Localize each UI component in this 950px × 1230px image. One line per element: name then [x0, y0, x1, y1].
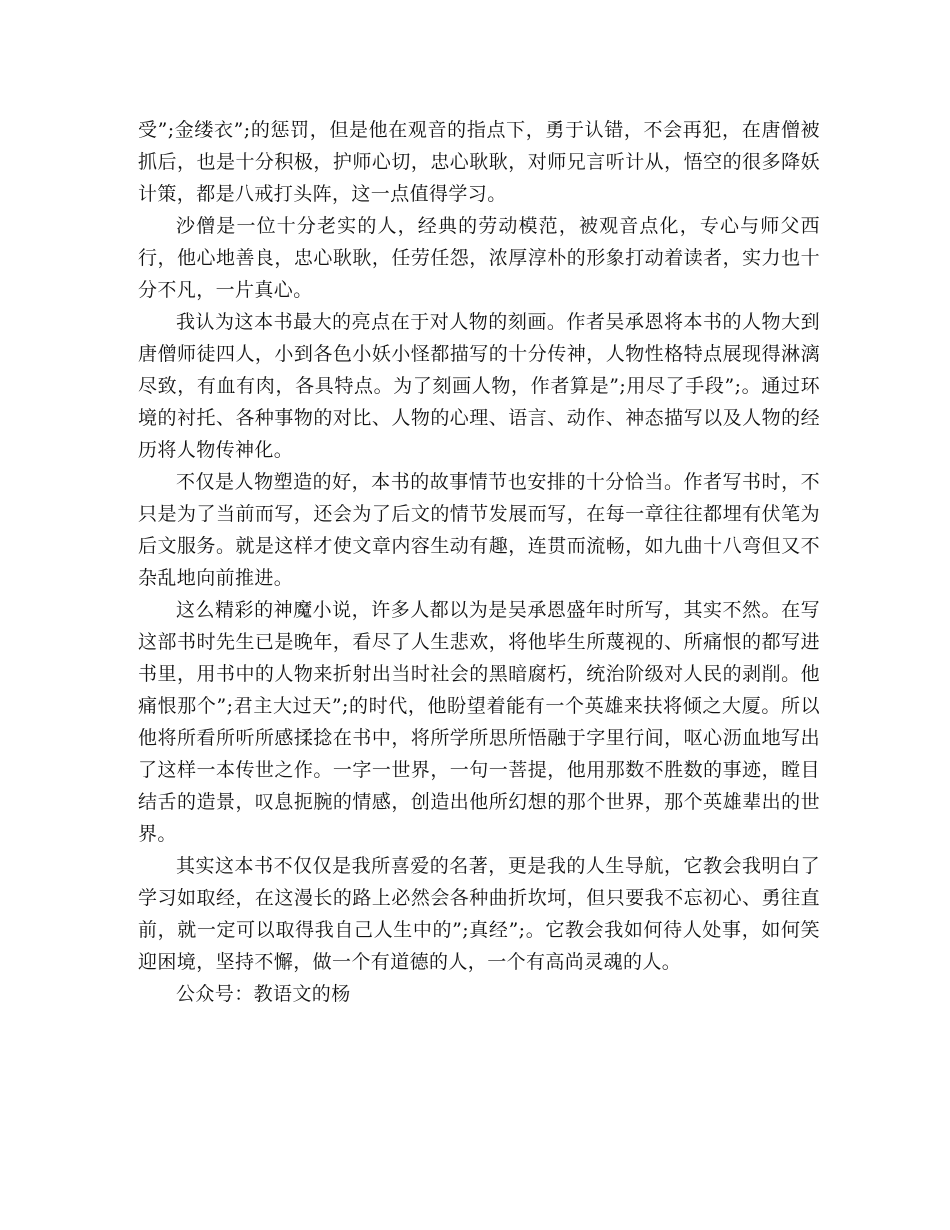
footer-note: 公众号：教语文的杨 — [176, 983, 351, 1005]
paragraph: 我认为这本书最大的亮点在于对人物的刻画。作者吴承恩将本书的人物大到唐僧师徒四人，小到各色小妖小怪都描写的十分传神，人物性格特点展现得淋漓尽致，有血有肉，各具特点。为了刻画人物，作者算是”;用尽了手段”;。通过环境的衬托、各种事物的对比、人物的心理、语言、动作、神态描写以及人物的经历将人物传神化。 — [138, 311, 820, 461]
paragraph: 沙僧是一位十分老实的人，经典的劳动模范，被观音点化，专心与师父西行，他心地善良，忠心耿耿，任劳任怨，浓厚淳朴的形象打动着读者，实力也十分不凡，一片真心。 — [138, 215, 820, 301]
document-body — [138, 114, 820, 1010]
paragraph: 其实这本书不仅仅是我所喜爱的名著，更是我的人生导航，它教会我明白了学习如取经，在这漫长的路上必然会各种曲折坎坷，但只要我不忘初心、勇往直前，就一定可以取得我自己人生中的”;真经”;。它教会我如何待人处事，如何笑迎困境，坚持不懈，做一个有道德的人，一个有高尚灵魂的人。 — [138, 855, 820, 973]
paragraph: 这么精彩的神魔小说，许多人都以为是吴承恩盛年时所写，其实不然。在写这部书时先生已是晚年，看尽了人生悲欢，将他毕生所蔑视的、所痛恨的都写进书里，用书中的人物来折射出当时社会的黑暗腐朽，统治阶级对人民的剥削。他痛恨那个”;君主大过天”;的时代，他盼望着能有一个英雄来扶将倾之大厦。所以他将所看所听所感揉捻在书中，将所学所思所悟融于字里行间，呕心沥血地写出了这样一本传世之作。一字一世界，一句一菩提，他用那数不胜数的事迹，瞠目结舌的造景，叹息扼腕的情感，创造出他所幻想的那个世界，那个英雄辈出的世界。 — [138, 599, 820, 845]
paragraph: 受”;金缕衣”;的惩罚，但是他在观音的指点下，勇于认错，不会再犯，在唐僧被抓后，也是十分积极，护师心切，忠心耿耿，对师兄言听计从，悟空的很多降妖计策，都是八戒打头阵，这一点值得学习。 — [138, 119, 820, 205]
paragraph: 不仅是人物塑造的好，本书的故事情节也安排的十分恰当。作者写书时，不只是为了当前而写，还会为了后文的情节发展而写，在每一章往往都埋有伏笔为后文服务。就是这样才使文章内容生动有趣，连贯而流畅，如九曲十八弯但又不杂乱地向前推进。 — [138, 471, 820, 589]
